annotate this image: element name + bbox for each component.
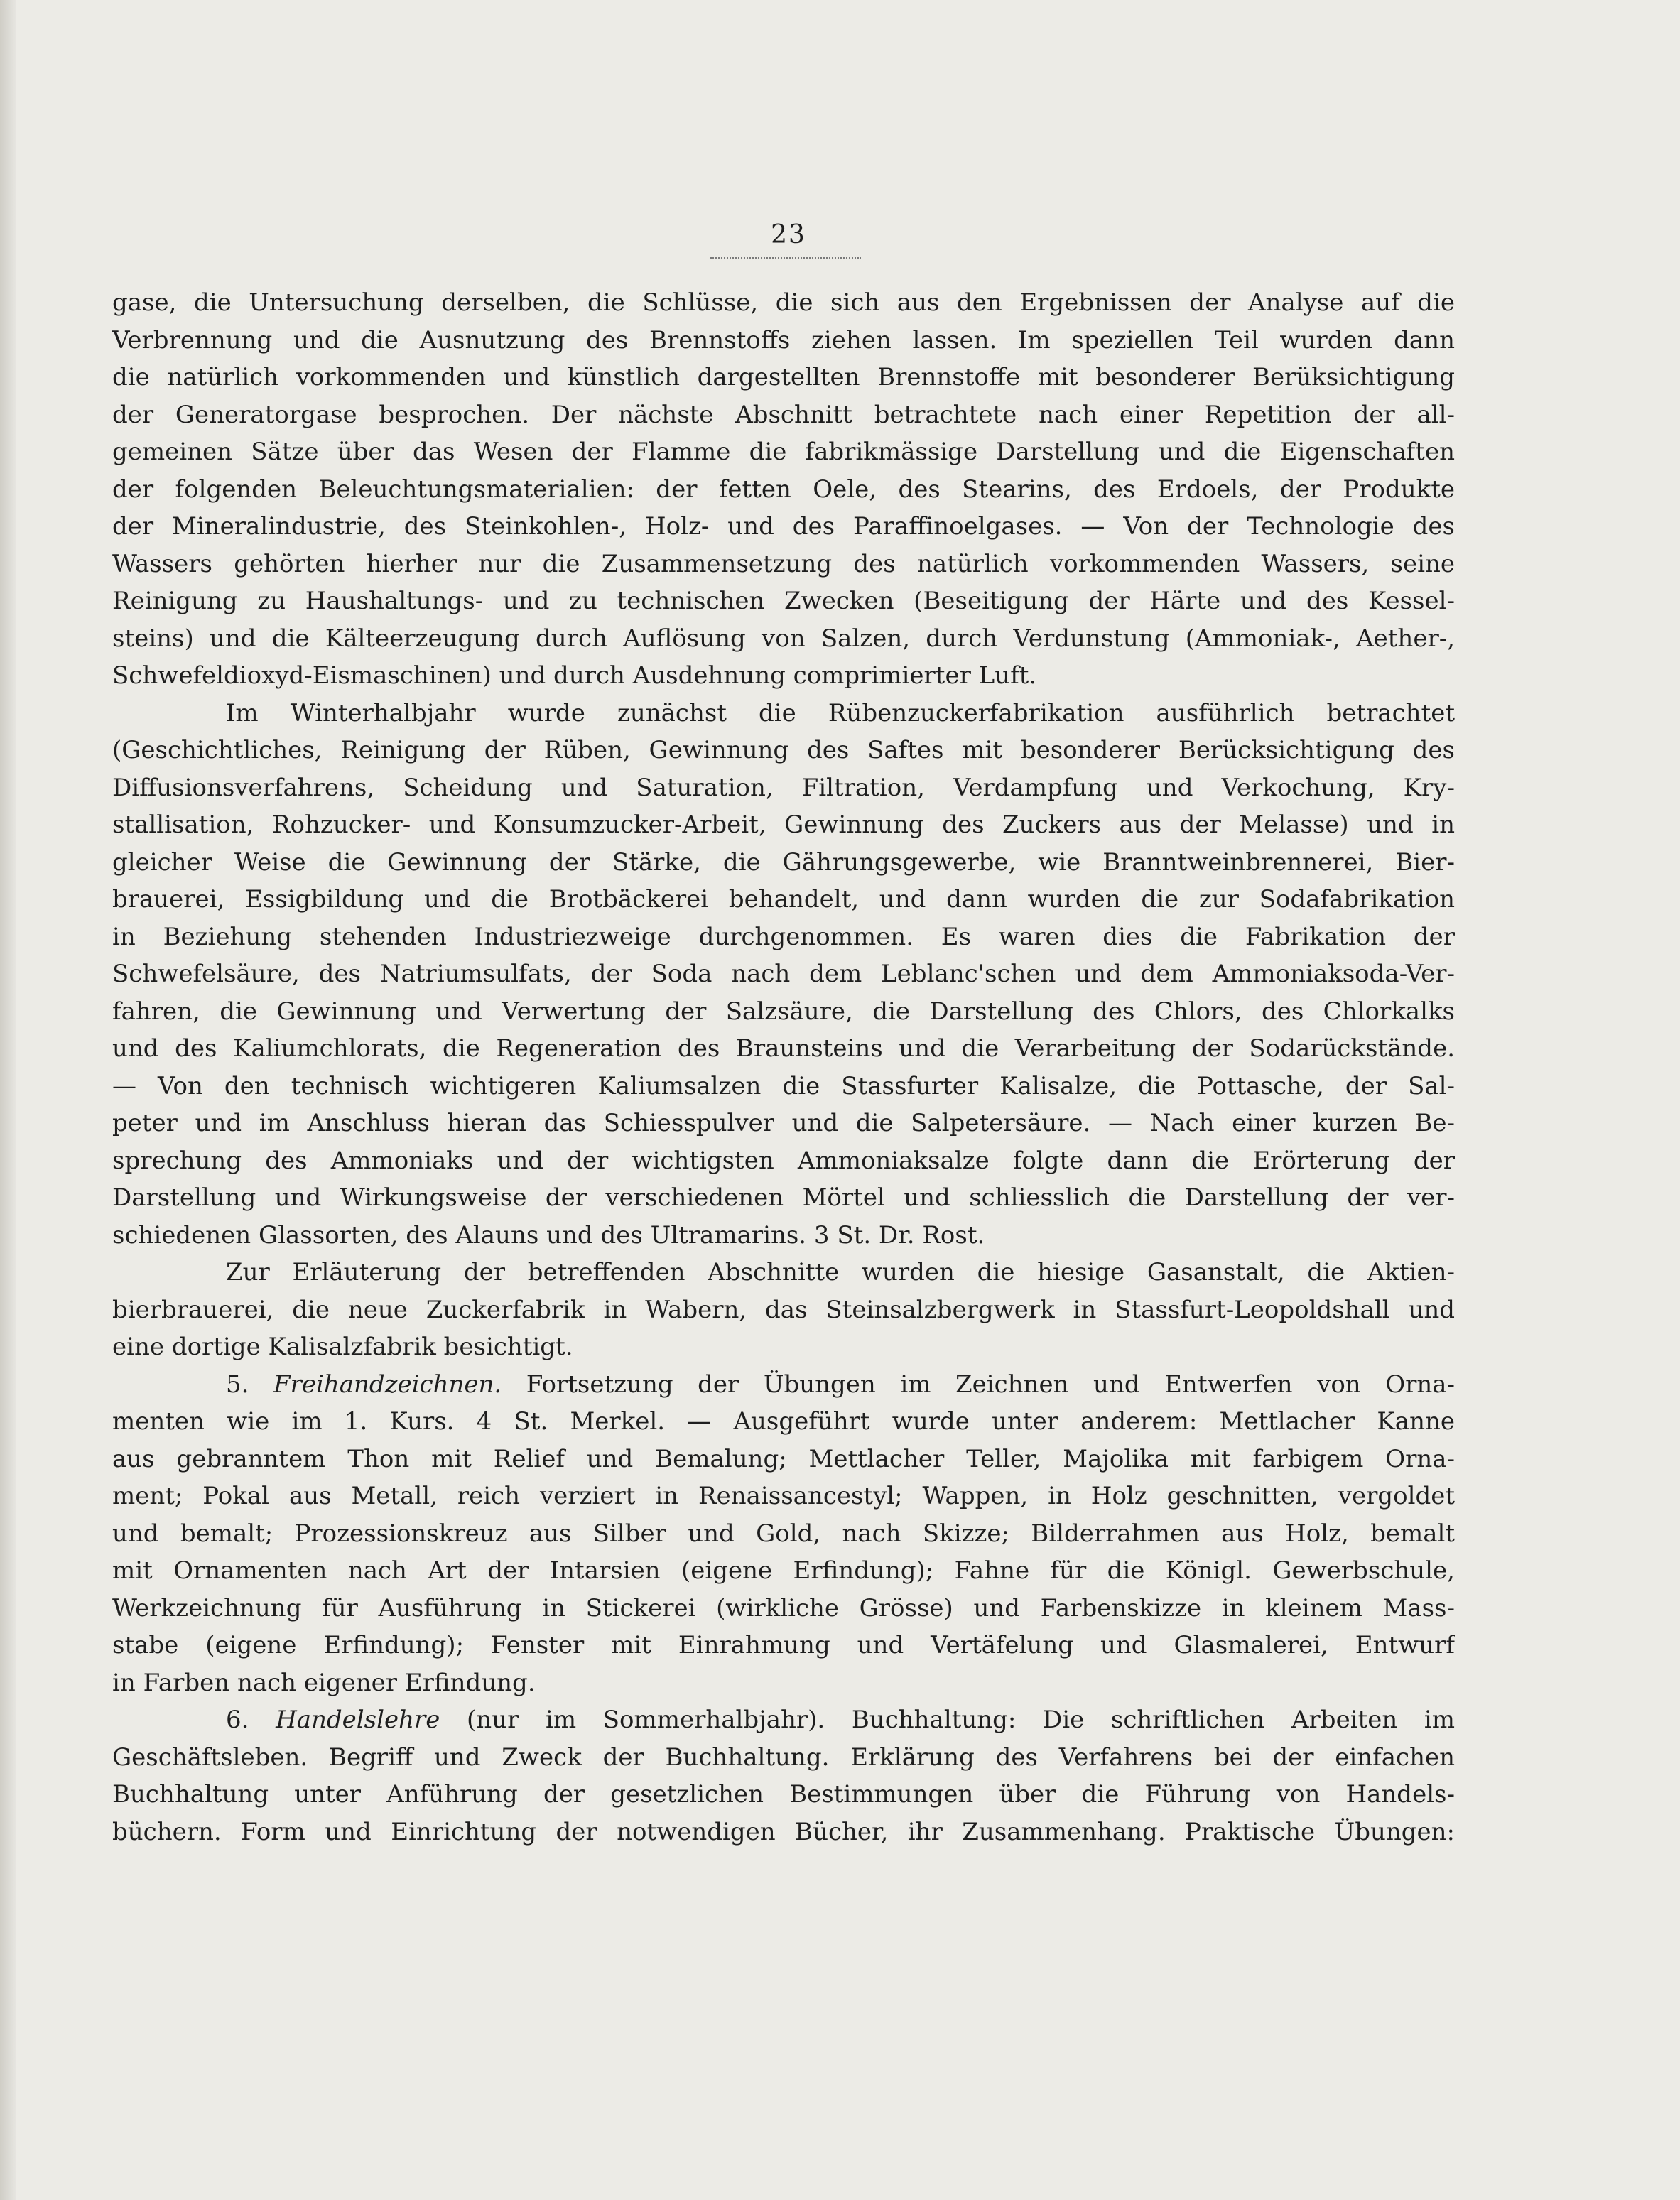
- text-line: gase, die Untersuchung derselben, die Schlüsse, die sich aus den Ergebnissen der Analyse auf die: [112, 288, 1455, 317]
- text-line: der Mineralindustrie, des Steinkohlen-, Holz- und des Paraffinoelgases. — Von der Technologie des: [112, 512, 1455, 541]
- section-heading-line: [112, 1701, 1455, 1739]
- section-title: Freihandzeichnen.: [273, 1370, 502, 1399]
- text-line: sprechung des Ammoniaks und der wichtigsten Ammoniaksalze folgte dann die Erörterung der: [112, 1146, 1455, 1175]
- page-number-rule: [710, 257, 861, 259]
- body-text: [112, 284, 1455, 1851]
- page-binding-edge: [0, 0, 16, 2200]
- text-line: Schwefelsäure, des Natriumsulfats, der Soda nach dem Leblanc'schen und dem Ammoniaksoda-Ver-: [112, 960, 1455, 988]
- text-line: peter und im Anschluss hieran das Schiesspulver und die Salpetersäure. — Nach einer kurzen Be-: [112, 1109, 1455, 1137]
- text-line: Im Winterhalbjahr wurde zunächst die Rübenzuckerfabrikation ausführlich betrachtet: [226, 698, 1455, 727]
- text-line: eine dortige Kalisalzfabrik besichtigt.: [112, 1333, 573, 1361]
- text-span: Fortsetzung der Übungen im Zeichnen und Entwerfen von Orna-: [526, 1370, 1455, 1399]
- text-line: Verbrennung und die Ausnutzung des Brennstoffs ziehen lassen. Im speziellen Teil wurden dann: [112, 325, 1455, 354]
- text-line: Geschäftsleben. Begriff und Zweck der Buchhaltung. Erklärung des Verfahrens bei der einfachen: [112, 1743, 1455, 1772]
- text-line: die natürlich vorkommenden und künstlich dargestellten Brennstoffe mit besonderer Berüksichtigung: [112, 363, 1455, 391]
- text-line: — Von den technisch wichtigeren Kaliumsalzen die Stassfurter Kalisalze, die Pottasche, der Sal-: [112, 1071, 1455, 1100]
- section-title: Handelslehre: [276, 1706, 440, 1734]
- text-line: bierbrauerei, die neue Zuckerfabrik in Wabern, das Steinsalzbergwerk in Stassfurt-Leopoldshall und: [112, 1295, 1455, 1324]
- text-line: Buchhaltung unter Anführung der gesetzlichen Bestimmungen über die Führung von Handels-: [112, 1780, 1455, 1809]
- text-line: Diffusionsverfahrens, Scheidung und Saturation, Filtration, Verdampfung und Verkochung, Kry-: [112, 773, 1455, 802]
- text-line: der folgenden Beleuchtungsmaterialien: der fetten Oele, des Stearins, des Erdoels, der Produkte: [112, 475, 1455, 504]
- section-heading-line: [112, 1366, 1455, 1404]
- text-line: Schwefeldioxyd-Eismaschinen) und durch Ausdehnung comprimierter Luft.: [112, 661, 1037, 690]
- page-number: 23: [771, 220, 806, 249]
- text-line: Darstellung und Wirkungsweise der verschiedenen Mörtel und schliesslich die Darstellung der ver-: [112, 1183, 1455, 1212]
- text-line: steins) und die Kälteerzeugung durch Auflösung von Salzen, durch Verdunstung (Ammoniak-, Aether-,: [112, 624, 1455, 653]
- text-line: schiedenen Glassorten, des Alauns und des Ultramarins. 3 St. Dr. Rost.: [112, 1220, 985, 1250]
- section-number: 5.: [226, 1370, 249, 1399]
- text-line: Zur Erläuterung der betreffenden Abschnitte wurden die hiesige Gasanstalt, die Aktien-: [226, 1258, 1455, 1286]
- text-line: büchern. Form und Einrichtung der notwendigen Bücher, ihr Zusammenhang. Praktische Übungen:: [112, 1817, 1455, 1846]
- text-line: der Generatorgase besprochen. Der nächste Abschnitt betrachtete nach einer Repetition der all-: [112, 400, 1455, 429]
- text-line: Reinigung zu Haushaltungs- und zu technischen Zwecken (Beseitigung der Härte und des Kessel-: [112, 587, 1455, 615]
- section-number: 6.: [226, 1706, 249, 1734]
- text-line: stabe (eigene Erfindung); Fenster mit Einrahmung und Vertäfelung und Glasmalerei, Entwurf: [112, 1631, 1455, 1659]
- text-line: brauerei, Essigbildung und die Brotbäckerei behandelt, und dann wurden die zur Sodafabrikation: [112, 885, 1455, 914]
- text-line: gemeinen Sätze über das Wesen der Flamme die fabrikmässige Darstellung und die Eigenschaften: [112, 438, 1455, 466]
- text-line: Wassers gehörten hierher nur die Zusammensetzung des natürlich vorkommenden Wassers, seine: [112, 549, 1455, 578]
- text-line: menten wie im 1. Kurs. 4 St. Merkel. — Ausgeführt wurde unter anderem: Mettlacher Kanne: [112, 1407, 1455, 1436]
- text-line: fahren, die Gewinnung und Verwertung der Salzsäure, die Darstellung des Chlors, des Chlorkalks: [112, 997, 1455, 1026]
- text-line: in Farben nach eigener Erfindung.: [112, 1668, 536, 1697]
- text-line: und bemalt; Prozessionskreuz aus Silber und Gold, nach Skizze; Bilderrahmen aus Holz, bemalt: [112, 1519, 1455, 1548]
- text-line: aus gebranntem Thon mit Relief und Bemalung; Mettlacher Teller, Majolika mit farbigem Orna-: [112, 1444, 1455, 1473]
- text-line: in Beziehung stehenden Industriezweige durchgenommen. Es waren dies die Fabrikation der: [112, 922, 1455, 951]
- text-line: ment; Pokal aus Metall, reich verziert in Renaissancestyl; Wappen, in Holz geschnitten, vergoldet: [112, 1482, 1455, 1510]
- text-line: stallisation, Rohzucker- und Konsumzucker-Arbeit, Gewinnung des Zuckers aus der Melasse) und in: [112, 811, 1455, 839]
- text-span: (nur im Sommerhalbjahr). Buchhaltung: Die schriftlichen Arbeiten im: [467, 1706, 1455, 1734]
- text-line: mit Ornamenten nach Art der Intarsien (eigene Erfindung); Fahne für die Königl. Gewerbschule,: [112, 1556, 1455, 1585]
- text-line: (Geschichtliches, Reinigung der Rüben, Gewinnung des Saftes mit besonderer Berücksichtigung des: [112, 736, 1455, 764]
- text-line: gleicher Weise die Gewinnung der Stärke, die Gährungsgewerbe, wie Branntweinbrennerei, Bier-: [112, 847, 1455, 877]
- text-line: Werkzeichnung für Ausführung in Stickerei (wirkliche Grösse) und Farbenskizze in kleinem Mass-: [112, 1593, 1455, 1622]
- text-line: und des Kaliumchlorats, die Regeneration des Braunsteins und die Verarbeitung der Sodarückstände.: [112, 1034, 1455, 1063]
